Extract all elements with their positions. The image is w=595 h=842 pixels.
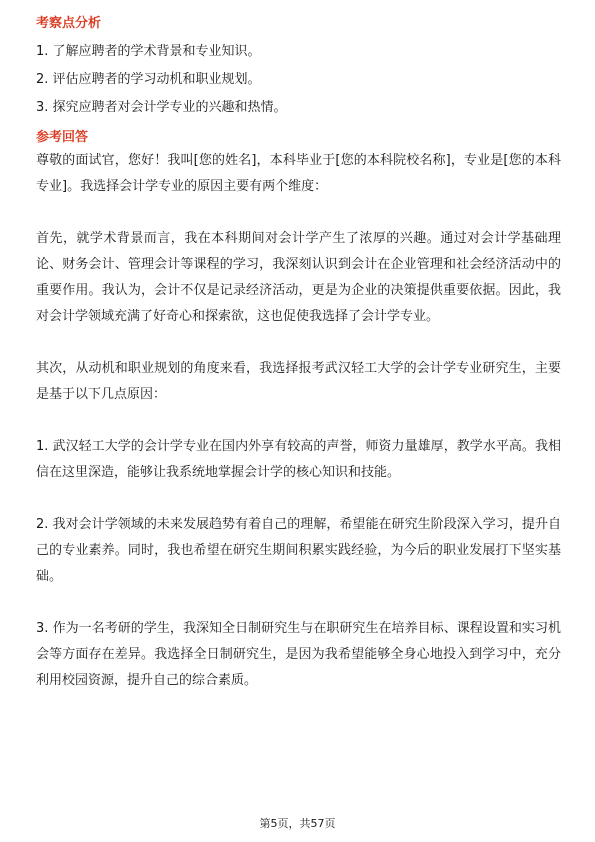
answer-paragraph-intro: 尊敬的面试官，您好！我叫[您的姓名]，本科毕业于[您的本科院校名称]，专业是[您的本科专业]。我选择会计学专业的原因主要有两个维度：: [36, 153, 561, 194]
answer-point-2: 2. 我对会计学领域的未来发展趋势有着自己的理解，希望能在研究生阶段深入学习，提升自己的专业素养。同时，我也希望在研究生期间积累实践经验，为今后的职业发展打下坚实基础。: [36, 517, 561, 584]
analysis-item-2: 2. 评估应聘者的学习动机和职业规划。: [36, 72, 261, 87]
document-page: [36, 14, 561, 694]
analysis-heading: 考察点分析: [36, 16, 102, 31]
answer-heading: 参考回答: [36, 130, 89, 145]
answer-paragraph-academic: 首先，就学术背景而言，我在本科期间对会计学产生了浓厚的兴趣。通过对会计学基础理论、财务会计、管理会计等课程的学习，我深刻认识到会计在企业管理和社会经济活动中的重要作用。我认为，会计不仅是记录经济活动，更是为企业的决策提供重要依据。因此，我对会计学领域充满了好奇心和探索欲，这也促使我选择了会计学专业。: [36, 231, 561, 324]
answer-paragraph-motivation: 其次，从动机和职业规划的角度来看，我选择报考武汉轻工大学的会计学专业研究生，主要是基于以下几点原因：: [36, 361, 561, 402]
answer-point-1: 1. 武汉轻工大学的会计学专业在国内外享有较高的声誉，师资力量雄厚，教学水平高。我相信在这里深造，能够让我系统地掌握会计学的核心知识和技能。: [36, 439, 561, 480]
page-number: 第5页，共57页: [259, 817, 336, 830]
answer-point-3: 3. 作为一名考研的学生，我深知全日制研究生与在职研究生在培养目标、课程设置和实习机会等方面存在差异。我选择全日制研究生，是因为我希望能够全身心地投入到学习中，充分利用校园资源，提升自己的综合素质。: [36, 621, 561, 688]
analysis-item-1: 1. 了解应聘者的学术背景和专业知识。: [36, 44, 261, 59]
analysis-item-3: 3. 探究应聘者对会计学专业的兴趣和热情。: [36, 100, 287, 115]
